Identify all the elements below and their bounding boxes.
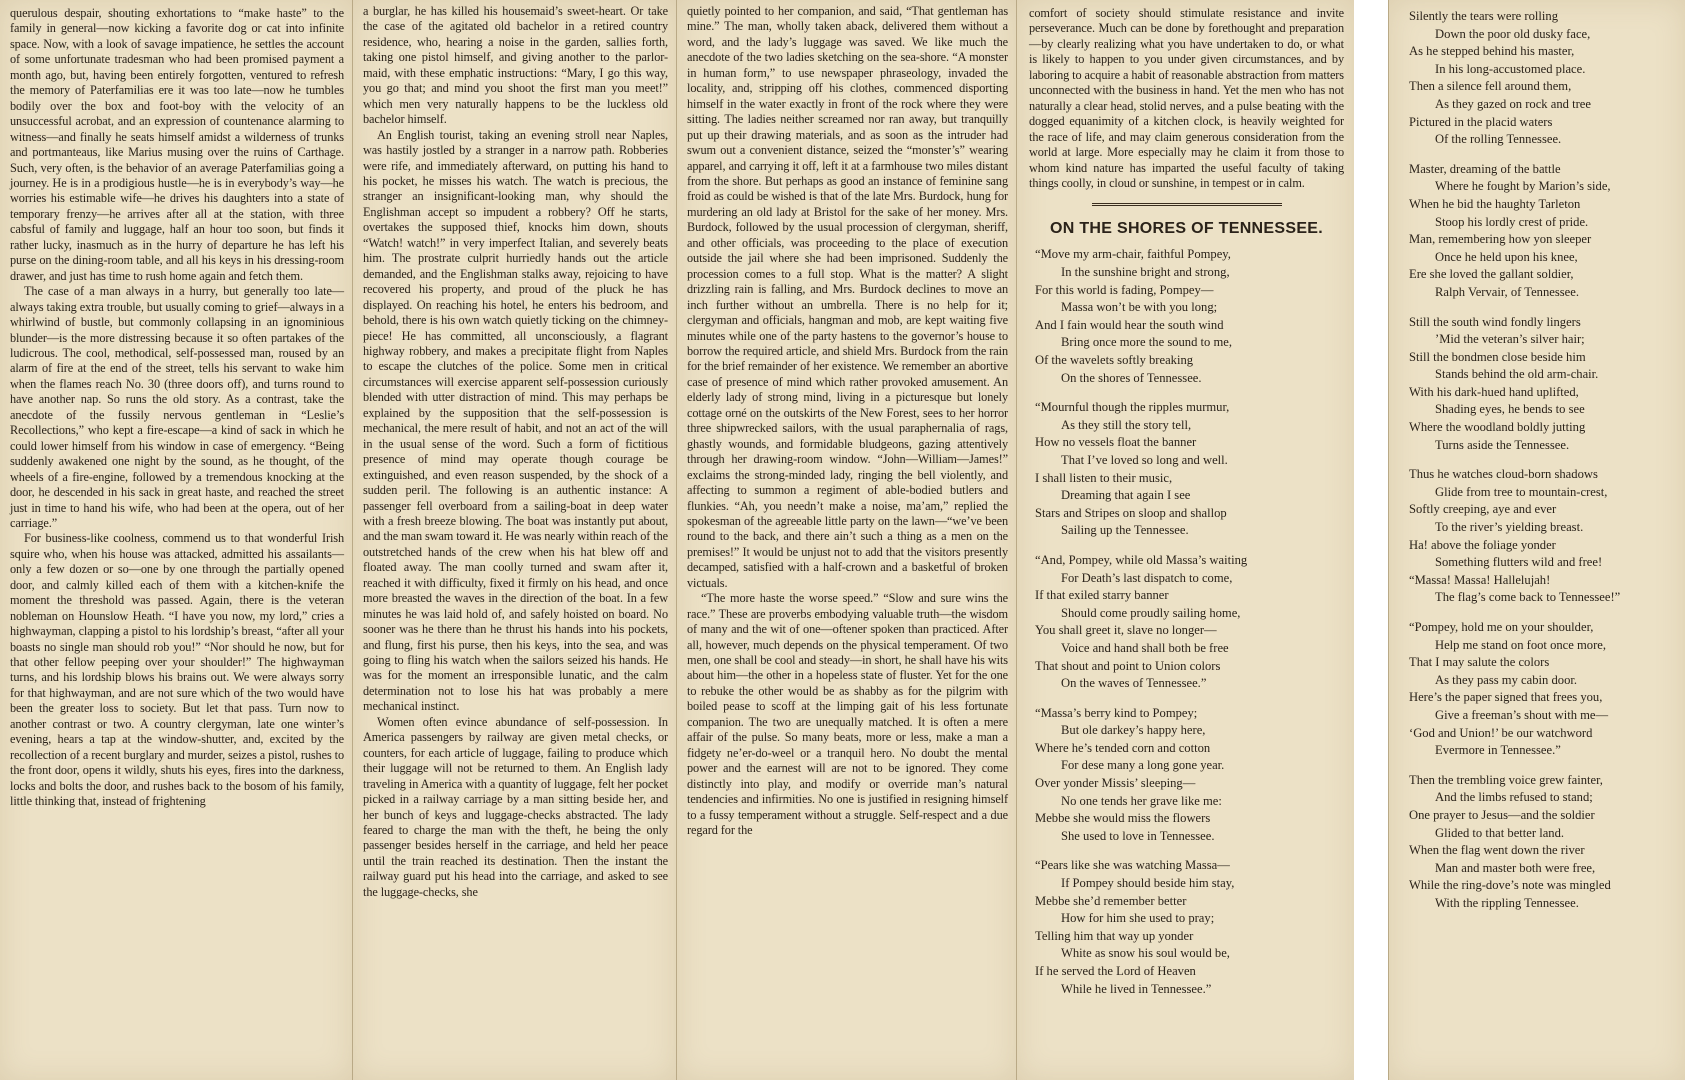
poem-line: White as snow his soul would be, [1061,946,1230,961]
poem-line: “Massa’s berry kind to Pompey; [1035,705,1198,720]
poem-line: She used to love in Tennessee. [1061,828,1215,843]
poem-line: Shading eyes, he bends to see [1435,402,1585,417]
poem-line: Ha! above the foliage yonder [1409,537,1556,552]
poem-line: Bring once more the sound to me, [1061,335,1233,350]
poem-line: Over yonder Missis’ sleeping— [1035,776,1196,791]
poem-part-1 [1029,246,1344,998]
poem-line: When the flag went down the river [1409,843,1585,858]
poem-line: But ole darkey’s happy here, [1061,723,1206,738]
poem-line: “Mournful though the ripples murmur, [1035,400,1230,415]
poem-line: In the sunshine bright and strong, [1061,265,1230,280]
paragraph: The case of a man always in a hurry, but generally too late—always taking extra trouble, but usually coming to grief—always in a whirlwind of bustle, but commonly collapsing in an ignominious blunder—is the more distressing because it so often partakes of the ludicrous. The cool, methodical, self-possessed man, roused by an alarm of fire at the end of the street, tells his servant to wake him when the flames reach No. 30 (three doors off), and turns round to have another nap. So runs the old story. As a contrast, take the anecdote of the fussily nervous gentleman in “Leslie’s Recollections,” who kept a fire-escape—a kind of sack in which he could lower himself from his window in case of emergency. “Being suddenly awakened one night by the sound, as he thought, of the wheels of a fire-engine, followed by a tremendous knocking at the door, he descended in his sack in great haste, and reached the street just in time to hand his wife, who had been at the opera, out of her carriage.” [10,284,344,530]
poem-line: Man, remembering how yon sleeper [1409,232,1592,247]
poem-line: While the ring-dove’s note was mingled [1409,878,1611,893]
paragraph: An English tourist, taking an evening stroll near Naples, was hastily jostled by a stranger in a narrow path. Robberies were rife, and immediately afterward, on putting his hand to his pocket, he misses his watch. The watch is precious, the stranger an insignificant-looking man, why should the Englishman accept so impudent a robbery? Off he starts, overtakes the supposed thief, knocks him down, shouts “Watch! watch!” in very imperfect Italian, and severely beats him. The prostrate culprit hurriedly hands out the article demanded, and the Englishman stalks away, rejoicing to have recovered his property, and proud of the pluck he has displayed. On reaching his hotel, he enters his bedroom, and behold, there is his own watch quietly ticking on the chimney-piece! He has committed, all unconsciously, a flagrant highway robbery, and makes a precipitate flight from Naples to escape the clutches of the police. Some men in critical circumstances will exercise apparent self-possession curiously blended with utter distraction of mind. This may perhaps be explained by the supposition that the self-possession is mechanical, the mere result of habit, and not an act of the will in the usual sense of the word. Such a form of fictitious presence of mind may operate though courage be extinguished, and even reason suspended, by the shock of a sudden peril. The following is an authentic instance: A passenger fell overboard from a sailing-boat in deep water with a fresh breeze blowing. The boat was instantly put about, and the man swam toward it. He was nearly within reach of the outstretched hands of the crew when his hat blew off and floated away. The man coolly turned and swam after it, reached it with difficulty, fixed it firmly on his head, and once more breasted the waves in the direction of the boat. In a few minutes he was laid hold of, and safely hoisted on board. No sooner was he there than he thrust his hands into his pockets, and flung, first his purse, then his keys, into the sea, and was going to fling his watch when the sailors seized his hands. He was for the moment an irresponsible lunatic, and the calm determination not to lose his hat was probably a mere mechanical instinct. [363,127,668,714]
poem-line: For this world is fading, Pompey— [1035,282,1214,297]
poem-line: That shout and point to Union colors [1035,658,1221,673]
poem-line: As they still the story tell, [1061,417,1192,432]
column-1 [0,0,352,1080]
poem-line: Mebbe she would miss the flowers [1035,811,1211,826]
poem-line: That I’ve loved so long and well. [1061,452,1228,467]
poem-line: Turns aside the Tennessee. [1435,437,1570,452]
poem-title: ON THE SHORES OF TENNESSEE. [1049,220,1324,238]
poem-stanza [1403,8,1673,149]
poem-stanza [1029,552,1344,693]
poem-line: On the waves of Tennessee.” [1061,676,1207,691]
poem-line: I shall listen to their music, [1035,470,1173,485]
poem-line: Give a freeman’s shout with me— [1435,707,1609,722]
paragraph: quietly pointed to her companion, and said, “That gentleman has mine.” The man, wholly taken aback, delivered them without a word, and the lady’s luggage was saved. We like much the anecdote of the two ladies sketching on the sea-shore. “A monster in human form,” to use newspaper phraseology, invaded the locality, and, stripping off his clothes, commenced disporting himself in the water exactly in front of the rock where they were sitting. The ladies neither screamed nor ran away, but tranquilly put up their drawing materials, and as soon as the intruder had swum out a convenient distance, seized the “monster’s” wearing apparel, and carrying it off, left it at a farmhouse two miles distant from the shore. But perhaps as good an instance of feminine sang froid as could be wished is that of the late Mrs. Burdock, hung for murdering an old lady at Bristol for the sake of her money. Mrs. Burdock, followed by the usual procession of clergyman, sheriff, and other officials, was proceeding to the place of execution outside the jail where she had been imprisoned. Suddenly the procession comes to a full stop. What is the matter? A slight drizzling rain is falling, and Mrs. Burdock declines to move an inch further without an umbrella. There is no help for it; clergyman and officials, hangman and mob, are kept waiting five minutes while one of the party hastens to the governor’s house to borrow the required article, and shield Mrs. Burdock from the rain for the brief remainder of her existence. We remember an abortive case of presence of mind which rather provoked amusement. An elderly lady of strong mind, living in a picturesque but lonely cottage orné on the outskirts of the New Forest, sees to her horror three shipwrecked sailors, with the usual paraphernalia of rags, ghastly wounds, and formidable bludgeons, gazing attentively through her drawing-room window. “John—William—James!” exclaims the strong-minded lady, ringing the bell violently, and affecting to summon a regiment of able-bodied butlers and flunkies. “Ah, you needn’t make a noise, ma’am,” replied the spokesman of the agreeable little party on the lawn—“we’ve been round to the back, and there ain’t such a thing as a men on the premises!” It would be unjust not to add that the visitors presently decamped, satisfied with a half-crown and a basketful of broken victuals. [687,4,1008,590]
poem-line: Stands behind the old arm-chair. [1435,367,1599,382]
column-3 [676,0,1016,1080]
poem-line: Should come proudly sailing home, [1061,605,1241,620]
poem-line: Dreaming that again I see [1061,488,1191,503]
poem-line: Of the rolling Tennessee. [1435,132,1562,147]
poem-line: Once he held upon his knee, [1435,249,1578,264]
poem-line: For Death’s last dispatch to come, [1061,570,1233,585]
poem-line: “Pompey, hold me on your shoulder, [1409,620,1594,634]
poem-line: You shall greet it, slave no longer— [1035,623,1217,638]
poem-line: Telling him that way up yonder [1035,928,1194,943]
poem-line: And the limbs refused to stand; [1435,790,1593,805]
poem-line: ‘God and Union!’ be our watchword [1409,725,1593,740]
poem-line: On the shores of Tennessee. [1061,370,1202,385]
poem-line: Ere she loved the gallant soldier, [1409,267,1574,282]
poem-line: Where he’s tended corn and cotton [1035,740,1211,755]
poem-line: Stars and Stripes on sloop and shallop [1035,505,1227,520]
paragraph: For business-like coolness, commend us to that wonderful Irish squire who, when his house was attacked, admitted his assailants—only a few dozen or so—one by one through the partially opened door, and calmly killed each of them with a kitchen-knife the moment the threshold was passed. Again, there is the veteran nobleman on Hounslow Heath. “I have you now, my lord,” cries a highwayman, clapping a pistol to his lordship’s breast, “after all your boasts no single man should rob you!” “Nor should he now, but for that other fellow peeping over your shoulder!” The highwayman turns, and his lordship blows his brains out. We were always sorry for that highwayman, and are not sure which of the two would have been the greater loss to society. But let that pass. Turn now to another contrast or two. A country clergyman, late one winter’s evening, hears a tap at the window-shutter, and, excited by the recollection of a recent burglary and murder, seizes a pistol, rushes to the front door, opens it wildly, shuts his eyes, fires into the darkness, locks and bolts the door, and rushes back to the bosom of his family, little thinking that, instead of frightening [10,531,344,809]
section-divider [1092,203,1282,206]
paragraph: a burglar, he has killed his housemaid’s sweet-heart. Or take the case of the agitated old bachelor in a retired country residence, who, hearing a noise in the garden, sallies forth, taking one pistol himself, and giving another to the parlor-maid, with these emphatic instructions: “Mary, I go this way, you go that; and mind you shoot the first man you meet!” which men very naturally happens to be the luckless old bachelor himself. [363,4,668,127]
poem-line: No one tends her grave like me: [1061,793,1222,808]
poem-line: The flag’s come back to Tennessee!” [1435,590,1621,605]
poem-line: Glided to that better land. [1435,825,1565,840]
poem-line: And I fain would hear the south wind [1035,317,1224,332]
column-5 [1388,0,1685,1080]
poem-line: Thus he watches cloud-born shadows [1409,467,1598,482]
poem-line: Stoop his lordly crest of pride. [1435,214,1589,229]
poem-line: “And, Pompey, while old Massa’s waiting [1035,552,1248,567]
poem-line: Sailing up the Tennessee. [1061,523,1189,538]
poem-line: Something flutters wild and free! [1435,555,1603,570]
poem-line: Down the poor old dusky face, [1435,26,1591,41]
poem-stanza [1403,466,1673,607]
poem-line: Still the south wind fondly lingers [1409,314,1581,329]
poem-line: As he stepped behind his master, [1409,44,1575,59]
poem-line: That I may salute the colors [1409,655,1550,670]
poem-line: Voice and hand shall both be free [1061,640,1229,655]
paragraph: querulous despair, shouting exhortations to “make haste” to the family in general—now kicking a favorite dog or cat into infinite space. Now, with a look of savage impatience, he settles the account of some unfortunate tradesman who had been promised payment a month ago, but, having been entirely forgotten, ventured to refresh the memory of Paterfamilias ere it was too late—now he tumbles bodily over the box and foot-boy with the velocity of an unsuccessful acrobat, and an expression of countenance alarming to witness—and finally he seats himself amidst a wilderness of trunks and portmanteaus, like Marius musing over the ruins of Carthage. Such, very often, is the behavior of an average Paterfamilias going a journey. He is in a prodigious hustle—he is in everybody’s way—he worries his estimable wife—he drives his daughters into a state of temporary frenzy—he arrives after all at the station, with three cabsful of family and luggage, half an hour too soon, but finds it rather lucky, inasmuch as in the hurry of departure he has left his purse on the dining-room table, and all his keys in his dressing-room drawer, and just has time to rush home again and fetch them. [10,6,344,283]
poem-line: Mebbe she’d remember better [1035,893,1187,908]
poem-line: To the river’s yielding breast. [1435,520,1584,535]
poem-line: Master, dreaming of the battle [1409,161,1561,176]
poem-stanza [1403,772,1673,913]
poem-stanza [1029,246,1344,387]
poem-line: When he bid the haughty Tarleton [1409,196,1581,211]
poem-line: In his long-accustomed place. [1435,61,1586,76]
poem-stanza [1403,161,1673,302]
poem-line: Of the wavelets softly breaking [1035,353,1194,367]
poem-stanza [1403,314,1673,455]
poem-stanza [1403,619,1673,760]
poem-line: Massa won’t be with you long; [1061,300,1218,315]
poem-line: Where he fought by Marion’s side, [1435,179,1611,194]
poem-line: As they pass my cabin door. [1435,672,1578,687]
poem-line: Pictured in the placid waters [1409,114,1553,129]
poem-line: For dese many a long gone year. [1061,758,1225,773]
paragraph: Women often evince abundance of self-possession. In America passengers by railway are given metal checks, or counters, for each article of luggage, failing to produce which their luggage will not be returned to them. An English lady traveling in America with a quantity of luggage, felt her pocket picked in a railway carriage by a man sitting beside her, and her bunch of keys and luggage-checks abstracted. The lady feared to charge the man with the theft, he being the only passenger besides herself in the carriage, and held her peace until the train reached its destination. Then the instant the railway guard put his head into the carriage, and asked to see the luggage-checks, she [363,714,668,899]
column-2 [352,0,676,1080]
poem-line: Where the woodland boldly jutting [1409,420,1586,435]
poem-stanza [1029,399,1344,540]
paragraph: comfort of society should stimulate resistance and invite perseverance. Much can be done by forethought and preparation—by clearly realizing what you have undertaken to do, or what is likely to happen to you under given circumstances, and by laboring to acquire a habit of reasonable abstraction from matters unconnected with the business in hand. Yet the men who has not naturally a clear head, stolid nerves, and a pulse beating with the dogged equanimity of a kitchen clock, is heavily weighted for the race of life, and may claim generous consideration from the world at large. More especially may he claim it from those to whom kind nature has imparted the useful faculty of taking things coolly, in cloud or sunshine, in tempest or in calm. [1029,6,1344,190]
poem-line: Glide from tree to mountain-crest, [1435,484,1608,499]
poem-line: ’Mid the veteran’s silver hair; [1435,332,1585,347]
poem-line: Softly creeping, aye and ever [1409,502,1557,517]
poem-line: While he lived in Tennessee.” [1061,981,1212,996]
column-4-prose [1029,6,1344,191]
column-4 [1016,0,1354,1080]
poem-line: Here’s the paper signed that frees you, [1409,690,1603,705]
poem-line: Ralph Vervair, of Tennessee. [1435,284,1579,299]
poem-line: How for him she used to pray; [1061,911,1215,926]
poem-line: Still the bondmen close beside him [1409,349,1586,364]
poem-line: Help me stand on foot once more, [1435,637,1607,652]
poem-line: If Pompey should beside him stay, [1061,876,1235,891]
poem-line: “Pears like she was watching Massa— [1035,858,1230,873]
poem-line: As they gazed on rock and tree [1435,96,1591,111]
paragraph: “The more haste the worse speed.” “Slow and sure wins the race.” These are proverbs embodying valuable truth—the wisdom of many and the wit of one—oftener spoken than practiced. After all, however, much depends on the physical temperament. Of two men, one shall be cool and steady—in short, he shall have his wits about him—the other in a hopeless state of fluster. Yet for the one to rebuke the other would be as shabby as for the pilgrim with boiled pease to scoff at the limping gait of his less fortunate companion. The two are unequally matched. It is often a mere affair of the pulse. So many beats, more or less, make a man a fidgety ne’er-do-weel or a tranquil hero. No doubt the mental power and the earnest will are not to be ignored. They come distinctly into play, and modify or override man’s natural tendencies and infirmities. No one is justified in resigning himself to a fussy temperament without a struggle. Self-respect and a due regard for the [687,591,1008,838]
poem-line: “Massa! Massa! Hallelujah! [1409,572,1551,587]
poem-stanza [1029,705,1344,846]
poem-line: One prayer to Jesus—and the soldier [1409,807,1595,822]
poem-part-2 [1403,8,1673,913]
poem-line: Then a silence fell around them, [1409,79,1572,94]
poem-line: “Move my arm-chair, faithful Pompey, [1035,247,1231,262]
poem-line: How no vessels float the banner [1035,435,1197,450]
poem-line: If he served the Lord of Heaven [1035,964,1196,978]
poem-line: Evermore in Tennessee.” [1435,743,1561,758]
poem-line: Silently the tears were rolling [1409,9,1558,23]
poem-line: Man and master both were free, [1435,860,1596,875]
poem-line: Then the trembling voice grew fainter, [1409,772,1603,787]
poem-line: With the rippling Tennessee. [1435,895,1579,910]
poem-stanza [1029,857,1344,998]
poem-line: With his dark-hued hand uplifted, [1409,384,1579,399]
poem-line: If that exiled starry banner [1035,588,1169,603]
